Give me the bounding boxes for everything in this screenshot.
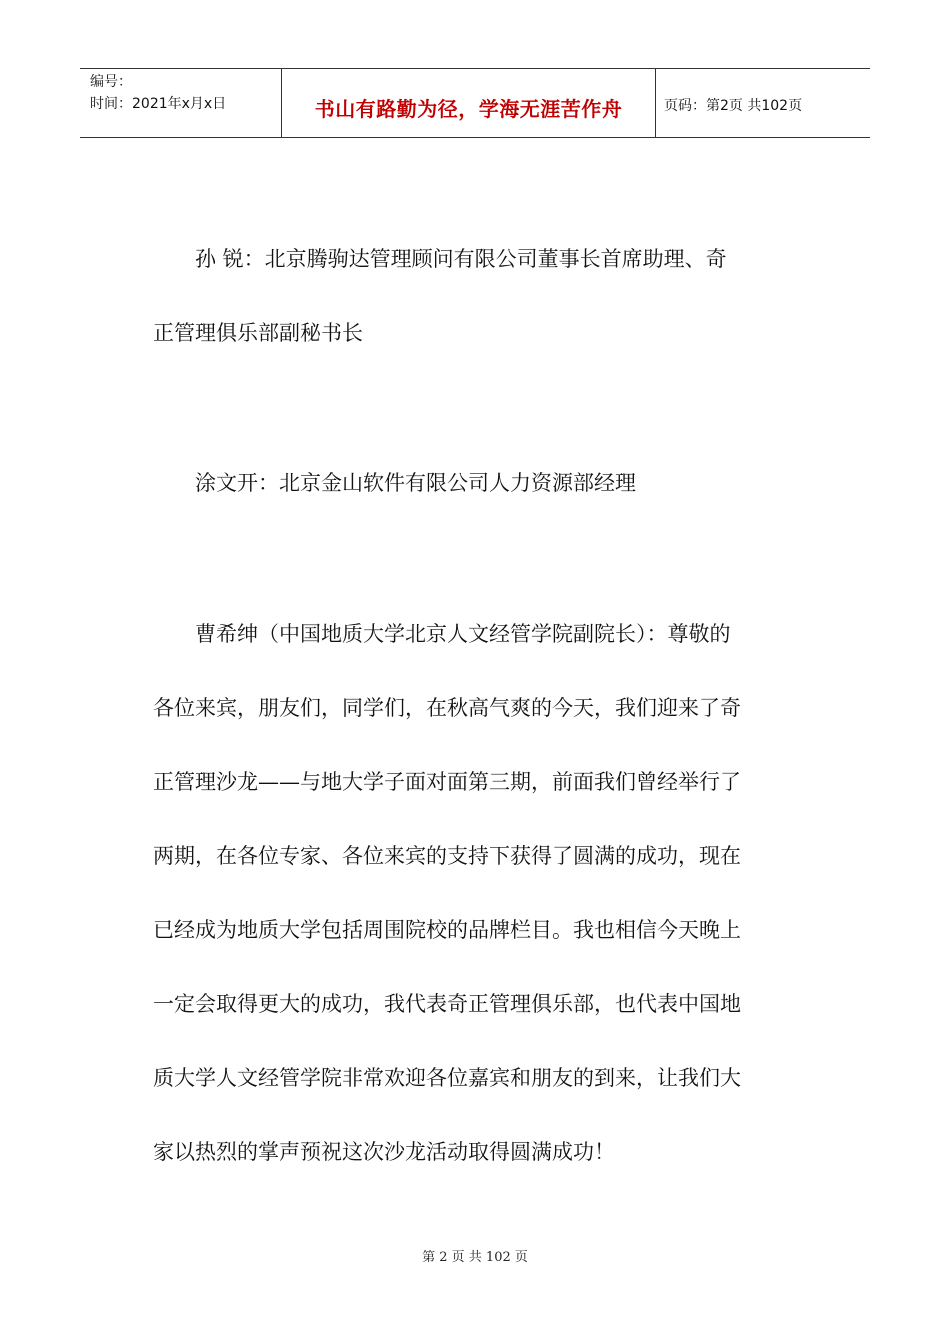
text-line: 孙 锐：北京腾驹达管理顾问有限公司董事长首席助理、奇 [195, 247, 727, 271]
text-line: 一定会取得更大的成功，我代表奇正管理俱乐部，也代表中国地 [153, 992, 741, 1016]
header-page-cell [655, 69, 870, 137]
text-line: 质大学人文经管学院非常欢迎各位嘉宾和朋友的到来，让我们大 [153, 1066, 741, 1090]
text-line: 两期，在各位专家、各位来宾的支持下获得了圆满的成功，现在 [153, 844, 741, 868]
serial-number-label: 编号： [90, 74, 132, 90]
text-line: 涂文开：北京金山软件有限公司人力资源部经理 [195, 471, 636, 495]
text-line: 正管理沙龙——与地大学子面对面第三期，前面我们曾经举行了 [153, 770, 741, 794]
paragraph-sun-rui [153, 222, 803, 370]
text-line: 正管理俱乐部副秘书长 [153, 321, 363, 345]
header-motto-cell [281, 69, 656, 137]
text-line: 已经成为地质大学包括周围院校的品牌栏目。我也相信今天晚上 [153, 918, 741, 942]
paragraph-tu-wenkai [153, 446, 803, 520]
paragraph-cao-xishen [153, 597, 803, 1189]
header-info-cell [80, 69, 281, 137]
date-label: 时间：2021年x月x日 [90, 96, 227, 112]
page-number-label: 页码：第2页 共102页 [664, 98, 803, 114]
page-footer: 第 2 页 共 102 页 [422, 1250, 528, 1265]
text-line: 各位来宾，朋友们，同学们，在秋高气爽的今天，我们迎来了奇 [153, 696, 741, 720]
text-line: 曹希绅（中国地质大学北京人文经管学院副院长）：尊敬的 [195, 622, 731, 646]
motto-text: 书山有路勤为径，学海无涯苦作舟 [314, 97, 623, 121]
text-line: 家以热烈的掌声预祝这次沙龙活动取得圆满成功！ [153, 1140, 615, 1164]
page-header [80, 68, 870, 138]
